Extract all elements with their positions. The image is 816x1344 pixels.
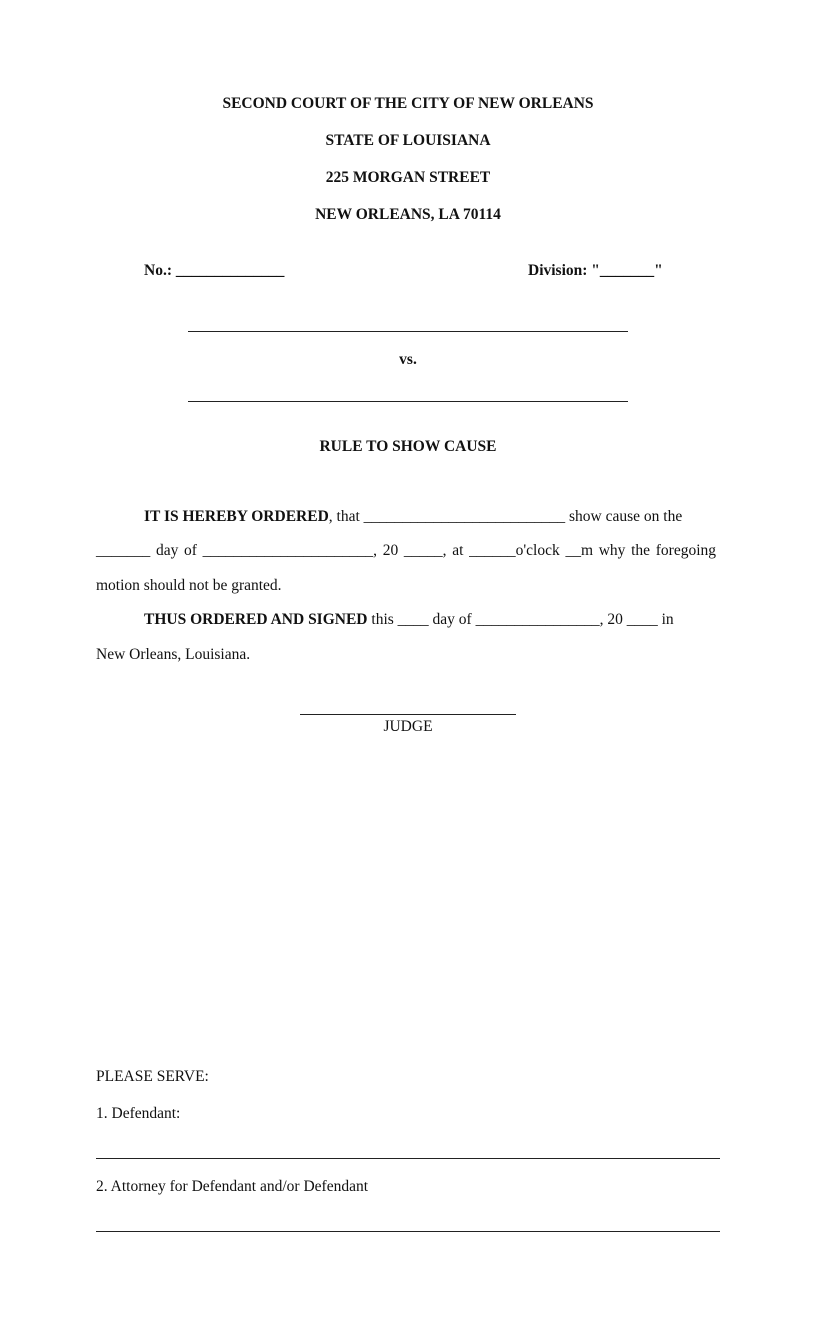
service-item-defendant: 1. Defendant: (96, 1105, 181, 1122)
court-street: 225 MORGAN STREET (325, 169, 491, 186)
attorney-service-line[interactable] (96, 1231, 720, 1232)
service-item-attorney: 2. Attorney for Defendant and/or Defendant (96, 1178, 369, 1195)
order-line-1-text: , that __________________________ show cause on the (328, 508, 683, 525)
court-name: SECOND COURT OF THE CITY OF NEW ORLEANS (222, 95, 594, 112)
signed-lead-bold: THUS ORDERED AND SIGNED (144, 611, 368, 628)
court-state: STATE OF LOUISIANA (325, 132, 491, 149)
division-field[interactable]: Division: "_______" (528, 262, 663, 279)
judge-label: JUDGE (383, 718, 433, 735)
order-line-2: _______ day of ______________________, 20 _____, at ______o'clock __m why the foregoing (96, 542, 716, 559)
defendant-line[interactable] (188, 401, 628, 402)
service-heading: PLEASE SERVE: (96, 1068, 209, 1085)
court-city: NEW ORLEANS, LA 70114 (315, 206, 501, 223)
case-number-field[interactable]: No.: ______________ (144, 262, 285, 279)
plaintiff-line[interactable] (188, 331, 628, 332)
versus-label: vs. (399, 351, 417, 368)
document-title: RULE TO SHOW CAUSE (319, 438, 497, 455)
order-line-1 (144, 508, 700, 526)
signed-line-1-text: this ____ day of ________________, 20 ____ in (367, 611, 674, 628)
order-lead-bold: IT IS HEREBY ORDERED (144, 508, 329, 525)
defendant-service-line[interactable] (96, 1158, 720, 1159)
judge-signature-line[interactable] (300, 714, 516, 715)
signed-line-2: New Orleans, Louisiana. (96, 646, 251, 663)
signed-line-1 (144, 611, 700, 629)
order-line-3: motion should not be granted. (96, 577, 282, 594)
